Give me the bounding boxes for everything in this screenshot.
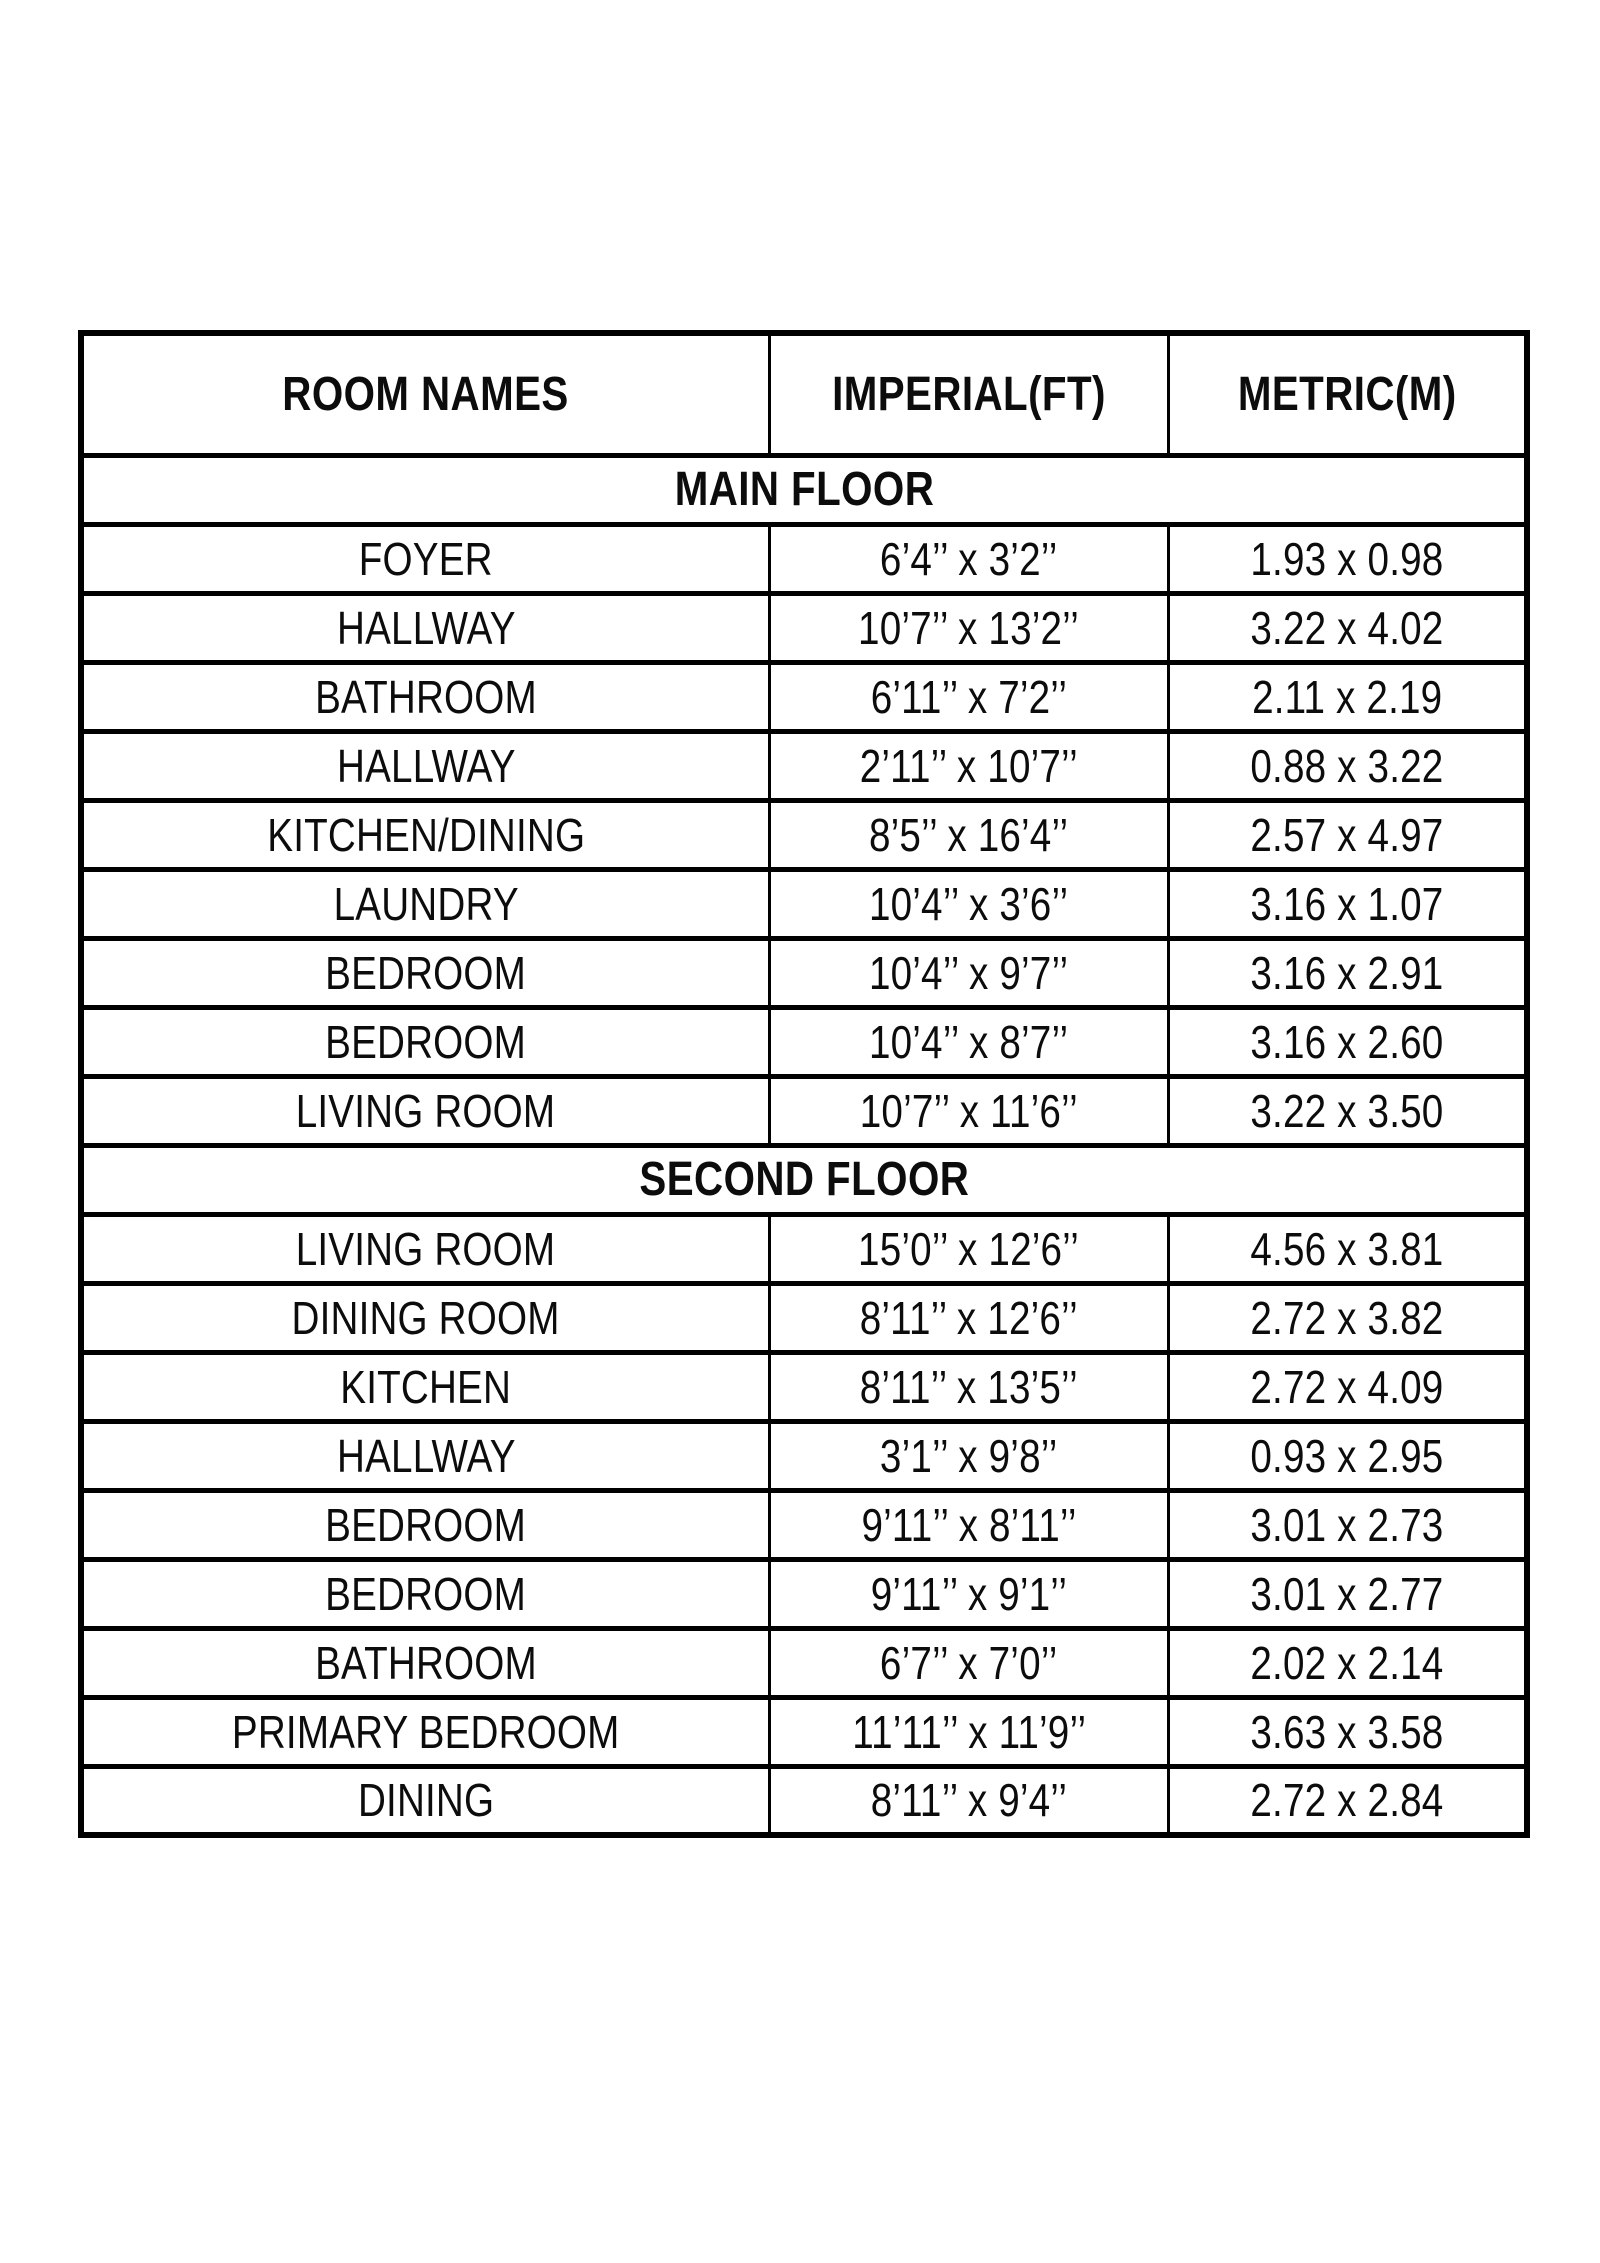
table-row: [81, 593, 1527, 662]
table-row: [81, 1421, 1527, 1490]
table-row: [81, 1283, 1527, 1352]
section-row-main-floor: [81, 455, 1527, 524]
table-row: [81, 731, 1527, 800]
room-name-cell-text: BEDROOM: [325, 1567, 527, 1620]
room-name-cell-text: HALLWAY: [336, 739, 516, 792]
table-row: [81, 1559, 1527, 1628]
metric-cell: [1168, 869, 1527, 938]
column-header-imperial: [769, 333, 1168, 455]
metric-cell-text: 2.72 x 3.82: [1250, 1291, 1444, 1344]
metric-cell: [1168, 593, 1527, 662]
metric-cell-text: 3.01 x 2.77: [1250, 1567, 1444, 1620]
room-name-cell: [81, 524, 769, 593]
imperial-cell-text: 10’4’’ x 8’7’’: [869, 1015, 1069, 1068]
section-title-cell: [81, 1145, 1527, 1214]
metric-cell-text: 1.93 x 0.98: [1250, 532, 1444, 585]
metric-cell: [1168, 1352, 1527, 1421]
imperial-cell: [769, 800, 1168, 869]
table-row: [81, 800, 1527, 869]
metric-cell-text: 2.72 x 2.84: [1250, 1774, 1444, 1827]
imperial-cell: [769, 524, 1168, 593]
room-name-cell: [81, 1628, 769, 1697]
metric-cell-text: 3.16 x 2.60: [1250, 1015, 1444, 1068]
table-row: [81, 524, 1527, 593]
metric-cell: [1168, 1007, 1527, 1076]
imperial-cell: [769, 1283, 1168, 1352]
imperial-cell-text: 2’11’’ x 10’7’’: [859, 739, 1078, 792]
room-name-cell: [81, 662, 769, 731]
metric-cell-text: 3.63 x 3.58: [1250, 1705, 1444, 1758]
imperial-cell-text: 11’11’’ x 11’9’’: [851, 1705, 1086, 1758]
room-name-cell: [81, 1559, 769, 1628]
metric-cell: [1168, 662, 1527, 731]
room-name-cell: [81, 869, 769, 938]
table-row: [81, 1007, 1527, 1076]
metric-cell-text: 0.93 x 2.95: [1250, 1429, 1444, 1482]
imperial-cell: [769, 1766, 1168, 1835]
metric-cell: [1168, 1214, 1527, 1283]
room-name-cell-text: BEDROOM: [325, 1498, 527, 1551]
imperial-cell: [769, 1628, 1168, 1697]
metric-cell-text: 3.22 x 3.50: [1250, 1084, 1444, 1137]
imperial-cell-text: 3’1’’ x 9’8’’: [880, 1429, 1058, 1482]
imperial-cell: [769, 1559, 1168, 1628]
table-row: [81, 1214, 1527, 1283]
imperial-cell-text: 15’0’’ x 12’6’’: [858, 1222, 1080, 1275]
room-name-cell-text: HALLWAY: [336, 601, 516, 654]
room-name-cell: [81, 1214, 769, 1283]
room-name-cell: [81, 1697, 769, 1766]
column-header-imperial-label: IMPERIAL(FT): [831, 367, 1106, 421]
room-name-cell: [81, 1007, 769, 1076]
room-name-cell-text: LIVING ROOM: [296, 1084, 556, 1137]
room-name-cell: [81, 593, 769, 662]
metric-cell-text: 3.16 x 1.07: [1250, 877, 1444, 930]
imperial-cell: [769, 1421, 1168, 1490]
metric-cell: [1168, 1421, 1527, 1490]
imperial-cell-text: 10’4’’ x 9’7’’: [869, 946, 1069, 999]
table-row: [81, 869, 1527, 938]
room-name-cell-text: DINING ROOM: [291, 1291, 560, 1344]
section-title: SECOND FLOOR: [639, 1153, 969, 1206]
metric-cell-text: 2.02 x 2.14: [1250, 1636, 1444, 1689]
section-row-second-floor: [81, 1145, 1527, 1214]
table-body: [81, 455, 1527, 1835]
table-row: [81, 1076, 1527, 1145]
room-name-cell-text: BATHROOM: [315, 670, 537, 723]
metric-cell: [1168, 1283, 1527, 1352]
imperial-cell-text: 6’7’’ x 7’0’’: [880, 1636, 1058, 1689]
room-name-cell-text: BEDROOM: [325, 1015, 527, 1068]
room-name-cell-text: BATHROOM: [315, 1636, 537, 1689]
metric-cell: [1168, 800, 1527, 869]
imperial-cell: [769, 1007, 1168, 1076]
imperial-cell: [769, 1076, 1168, 1145]
metric-cell: [1168, 1697, 1527, 1766]
room-name-cell-text: KITCHEN: [340, 1360, 512, 1413]
room-name-cell-text: KITCHEN/DINING: [266, 808, 585, 861]
metric-cell: [1168, 938, 1527, 1007]
room-name-cell-text: FOYER: [358, 532, 493, 585]
section-title-cell: [81, 455, 1527, 524]
metric-cell-text: 2.11 x 2.19: [1251, 670, 1443, 723]
room-name-cell: [81, 731, 769, 800]
table-row: [81, 938, 1527, 1007]
metric-cell: [1168, 524, 1527, 593]
metric-cell-text: 3.22 x 4.02: [1250, 601, 1444, 654]
column-header-room-names-label: ROOM NAMES: [282, 367, 570, 421]
room-name-cell: [81, 1421, 769, 1490]
imperial-cell: [769, 731, 1168, 800]
imperial-cell: [769, 1214, 1168, 1283]
metric-cell-text: 0.88 x 3.22: [1250, 739, 1444, 792]
room-dimensions-table: [78, 330, 1530, 1838]
imperial-cell-text: 9’11’’ x 9’1’’: [870, 1567, 1068, 1620]
room-name-cell: [81, 1490, 769, 1559]
room-name-cell: [81, 800, 769, 869]
room-name-cell: [81, 938, 769, 1007]
imperial-cell: [769, 1490, 1168, 1559]
column-header-metric: [1168, 333, 1527, 455]
imperial-cell: [769, 593, 1168, 662]
column-header-metric-label: METRIC(M): [1237, 367, 1457, 421]
metric-cell: [1168, 731, 1527, 800]
room-name-cell: [81, 1352, 769, 1421]
table-header-row: [81, 333, 1527, 455]
room-name-cell-text: LAUNDRY: [333, 877, 519, 930]
imperial-cell-text: 10’7’’ x 13’2’’: [858, 601, 1080, 654]
imperial-cell: [769, 869, 1168, 938]
section-title: MAIN FLOOR: [674, 463, 934, 516]
room-name-cell-text: PRIMARY BEDROOM: [232, 1705, 620, 1758]
column-header-room-names: [81, 333, 769, 455]
imperial-cell: [769, 1697, 1168, 1766]
imperial-cell-text: 10’4’’ x 3’6’’: [869, 877, 1069, 930]
table-row: [81, 1697, 1527, 1766]
room-name-cell: [81, 1283, 769, 1352]
imperial-cell-text: 8’11’’ x 9’4’’: [870, 1774, 1068, 1827]
metric-cell: [1168, 1628, 1527, 1697]
room-name-cell: [81, 1766, 769, 1835]
room-name-cell-text: BEDROOM: [325, 946, 527, 999]
metric-cell-text: 3.16 x 2.91: [1250, 946, 1444, 999]
imperial-cell-text: 9’11’’ x 8’11’’: [861, 1498, 1077, 1551]
metric-cell: [1168, 1559, 1527, 1628]
imperial-cell-text: 8’5’’ x 16’4’’: [869, 808, 1069, 861]
metric-cell-text: 2.72 x 4.09: [1250, 1360, 1444, 1413]
table-row: [81, 1352, 1527, 1421]
metric-cell: [1168, 1766, 1527, 1835]
table-row: [81, 662, 1527, 731]
imperial-cell-text: 8’11’’ x 13’5’’: [859, 1360, 1078, 1413]
table-row: [81, 1490, 1527, 1559]
table-row: [81, 1766, 1527, 1835]
room-name-cell: [81, 1076, 769, 1145]
imperial-cell-text: 6’11’’ x 7’2’’: [870, 670, 1068, 723]
imperial-cell: [769, 938, 1168, 1007]
metric-cell-text: 4.56 x 3.81: [1250, 1222, 1444, 1275]
imperial-cell-text: 6’4’’ x 3’2’’: [880, 532, 1058, 585]
imperial-cell: [769, 1352, 1168, 1421]
room-name-cell-text: LIVING ROOM: [296, 1222, 556, 1275]
metric-cell-text: 2.57 x 4.97: [1250, 808, 1444, 861]
metric-cell-text: 3.01 x 2.73: [1250, 1498, 1444, 1551]
table-row: [81, 1628, 1527, 1697]
imperial-cell-text: 8’11’’ x 12’6’’: [859, 1291, 1078, 1344]
room-name-cell-text: HALLWAY: [336, 1429, 516, 1482]
metric-cell: [1168, 1490, 1527, 1559]
room-name-cell-text: DINING: [357, 1774, 495, 1827]
imperial-cell: [769, 662, 1168, 731]
metric-cell: [1168, 1076, 1527, 1145]
imperial-cell-text: 10’7’’ x 11’6’’: [859, 1084, 1078, 1137]
